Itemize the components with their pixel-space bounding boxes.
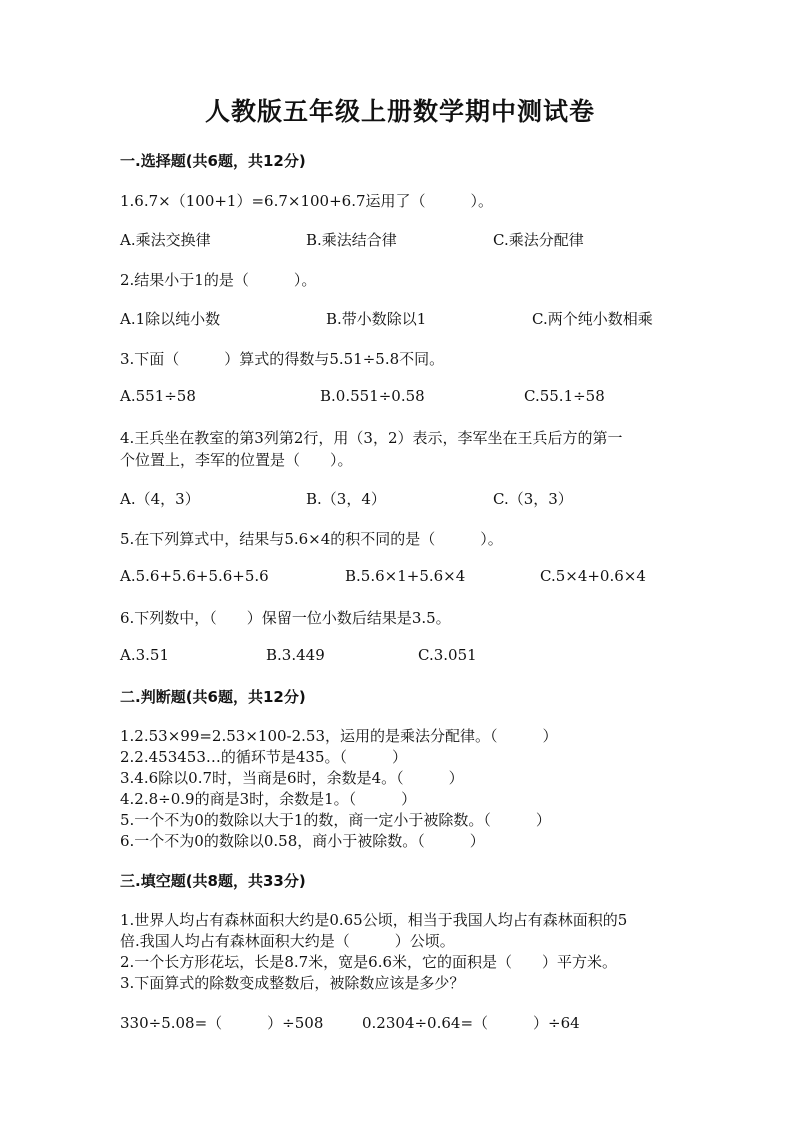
exam-title: 人教版五年级上册数学期中测试卷 xyxy=(204,97,595,126)
q3-option-a: A.551÷58 xyxy=(120,387,196,405)
q3-option-c: C.55.1÷58 xyxy=(524,387,605,405)
section-heading-fill: 三.填空题(共8题，共33分) xyxy=(120,872,306,890)
question-3: 3.下面（ ）算式的得数与5.51÷5.8不同。 xyxy=(120,350,445,368)
judgment-item-3: 3.4.6除以0.7时，当商是6时，余数是4。（ ） xyxy=(120,769,464,787)
q1-option-a: A.乘法交换律 xyxy=(120,231,211,249)
q1-option-b: B.乘法结合律 xyxy=(306,231,397,249)
q2-option-a: A.1除以纯小数 xyxy=(120,310,221,328)
judgment-item-1: 1.2.53×99=2.53×100-2.53，运用的是乘法分配律。（ ） xyxy=(120,727,558,745)
section-heading-choice: 一.选择题(共6题，共12分) xyxy=(120,152,306,170)
fill-line-4: 3.下面算式的除数变成整数后，被除数应该是多少？ xyxy=(120,974,465,992)
question-6: 6.下列数中，（ ）保留一位小数后结果是3.5。 xyxy=(120,609,451,627)
fill-line-2: 倍.我国人均占有森林面积大约是（ ）公顷。 xyxy=(120,932,455,950)
q2-option-c: C.两个纯小数相乘 xyxy=(532,310,653,328)
question-2: 2.结果小于1的是（ ）。 xyxy=(120,271,317,289)
question-4-line1: 4.王兵坐在教室的第3列第2行，用（3，2）表示，李军坐在王兵后方的第一 xyxy=(120,429,623,447)
section-heading-judgment: 二.判断题(共6题，共12分) xyxy=(120,688,306,706)
q3-option-b: B.0.551÷0.58 xyxy=(320,387,425,405)
question-4-line2: 个位置上，李军的位置是（ ）。 xyxy=(120,451,353,469)
fill-expression-2: 0.2304÷0.64=（ ）÷64 xyxy=(362,1014,580,1032)
fill-line-1: 1.世界人均占有森林面积大约是0.65公顷，相当于我国人均占有森林面积的5 xyxy=(120,911,628,929)
q5-option-b: B.5.6×1+5.6×4 xyxy=(345,567,466,585)
fill-expression-1: 330÷5.08=（ ）÷508 xyxy=(120,1014,324,1032)
judgment-item-5: 5.一个不为0的数除以大于1的数，商一定小于被除数。（ ） xyxy=(120,811,551,829)
q6-option-a: A.3.51 xyxy=(120,646,169,664)
q4-option-c: C.（3，3） xyxy=(493,490,573,508)
q5-option-c: C.5×4+0.6×4 xyxy=(540,567,646,585)
fill-line-3: 2.一个长方形花坛，长是8.7米，宽是6.6米，它的面积是（ ）平方米。 xyxy=(120,953,618,971)
question-1: 1.6.7×（100+1）=6.7×100+6.7运用了（ ）。 xyxy=(120,192,494,210)
q4-option-a: A.（4，3） xyxy=(120,490,200,508)
judgment-item-6: 6.一个不为0的数除以0.58，商小于被除数。（ ） xyxy=(120,832,485,850)
q5-option-a: A.5.6+5.6+5.6+5.6 xyxy=(120,567,269,585)
q4-option-b: B.（3，4） xyxy=(306,490,386,508)
q6-option-c: C.3.051 xyxy=(418,646,477,664)
judgment-item-2: 2.2.453453…的循环节是435。（ ） xyxy=(120,748,408,766)
q6-option-b: B.3.449 xyxy=(266,646,325,664)
judgment-item-4: 4.2.8÷0.9的商是3时，余数是1。（ ） xyxy=(120,790,417,808)
question-5: 5.在下列算式中，结果与5.6×4的积不同的是（ ）。 xyxy=(120,530,503,548)
q2-option-b: B.带小数除以1 xyxy=(326,310,427,328)
q1-option-c: C.乘法分配律 xyxy=(493,231,584,249)
